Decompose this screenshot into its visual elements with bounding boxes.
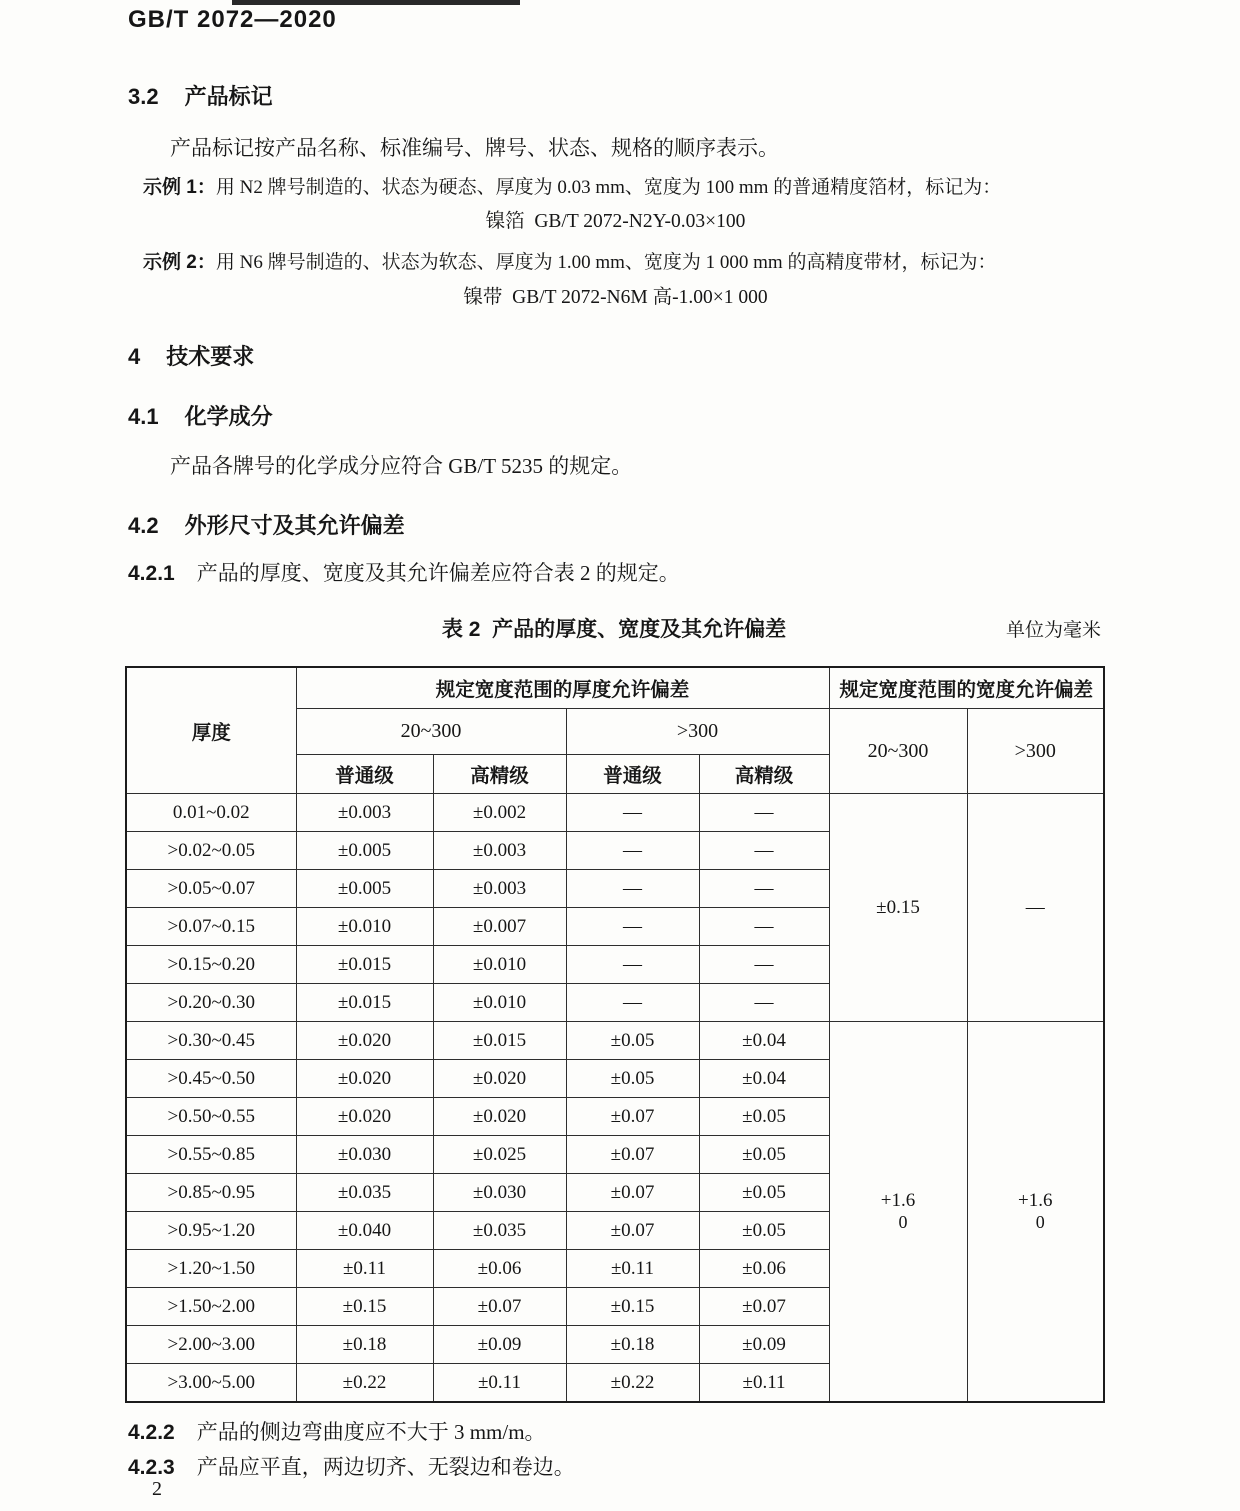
section-number: 4.1 xyxy=(128,404,159,429)
table-cell: >0.07~0.15 xyxy=(126,908,296,946)
example-2-designation: 镍带 GB/T 2072-N6M 高-1.00×1 000 xyxy=(463,287,768,308)
table-cell: ±0.07 xyxy=(433,1288,566,1326)
table-cell: — xyxy=(566,908,699,946)
table-cell: ±0.035 xyxy=(433,1212,566,1250)
table-cell: ±0.030 xyxy=(433,1174,566,1212)
table-cell: ±0.007 xyxy=(433,908,566,946)
section-heading-4 xyxy=(128,340,254,371)
header-thickness: 厚度 xyxy=(126,667,296,794)
clause-4-2-3 xyxy=(128,1451,575,1481)
table-cell: >0.55~0.85 xyxy=(126,1136,296,1174)
table-cell: — xyxy=(699,908,829,946)
table-cell: >1.20~1.50 xyxy=(126,1250,296,1288)
table-cell: ±0.003 xyxy=(296,794,433,832)
table-cell: >0.05~0.07 xyxy=(126,870,296,908)
section-title: 外形尺寸及其允许偏差 xyxy=(184,513,405,538)
example-1-text: 用 N2 牌号制造的、状态为硬态、厚度为 0.03 mm、宽度为 100 mm 的普通精度箔材，标记为： xyxy=(215,177,1002,198)
table-cell: — xyxy=(699,984,829,1022)
section-number: 4 xyxy=(128,344,141,369)
table-cell: ±0.07 xyxy=(566,1098,699,1136)
width-tolerance-cell: — xyxy=(967,794,1104,1022)
header-ordinary-grade: 普通级 xyxy=(566,755,699,794)
table-cell: ±0.11 xyxy=(433,1364,566,1403)
example-2-label: 示例 2： xyxy=(143,252,216,273)
table-cell: — xyxy=(699,794,829,832)
table-cell: ±0.003 xyxy=(433,870,566,908)
section-heading-3-2 xyxy=(128,80,273,111)
table-cell: >0.02~0.05 xyxy=(126,832,296,870)
section-title: 化学成分 xyxy=(184,404,273,429)
table-cell: — xyxy=(699,946,829,984)
table-cell: ±0.05 xyxy=(699,1174,829,1212)
clause-text: 产品的厚度、宽度及其允许偏差应符合表 2 的规定。 xyxy=(196,561,680,585)
table-cell: >3.00~5.00 xyxy=(126,1364,296,1403)
table-cell: ±0.002 xyxy=(433,794,566,832)
table-cell: — xyxy=(566,946,699,984)
table-cell: — xyxy=(566,794,699,832)
table-cell: ±0.040 xyxy=(296,1212,433,1250)
table-cell: ±0.035 xyxy=(296,1174,433,1212)
header-ordinary-grade: 普通级 xyxy=(296,755,433,794)
section-heading-4-1 xyxy=(128,400,273,431)
table-cell: — xyxy=(566,984,699,1022)
width-tolerance-zero: 0 xyxy=(898,1212,908,1233)
table-cell: ±0.07 xyxy=(699,1288,829,1326)
table-cell: — xyxy=(566,832,699,870)
example-2-text: 用 N6 牌号制造的、状态为软态、厚度为 1.00 mm、宽度为 1 000 mm 的高精度带材，标记为： xyxy=(215,252,997,273)
table-cell: ±0.04 xyxy=(699,1060,829,1098)
header-width-range-gt-300: >300 xyxy=(967,709,1104,794)
table-cell: ±0.07 xyxy=(566,1212,699,1250)
table-cell: ±0.003 xyxy=(433,832,566,870)
table-cell: ±0.18 xyxy=(566,1326,699,1364)
table-cell: ±0.005 xyxy=(296,870,433,908)
table-cell: ±0.07 xyxy=(566,1136,699,1174)
table-cell: ±0.030 xyxy=(296,1136,433,1174)
table-cell: ±0.015 xyxy=(296,946,433,984)
table-cell: ±0.05 xyxy=(699,1136,829,1174)
table-cell: ±0.09 xyxy=(699,1326,829,1364)
table-cell: >2.00~3.00 xyxy=(126,1326,296,1364)
table-2-dimensions-tolerances xyxy=(125,666,1105,1403)
table-cell: ±0.06 xyxy=(433,1250,566,1288)
table-cell: ±0.04 xyxy=(699,1022,829,1060)
table-cell: — xyxy=(699,870,829,908)
scan-artifact xyxy=(232,0,520,5)
header-width-range-20-300: 20~300 xyxy=(829,709,967,794)
header-high-grade: 高精级 xyxy=(699,755,829,794)
table-row xyxy=(126,1022,1104,1060)
table-cell: ±0.07 xyxy=(566,1174,699,1212)
table-cell: ±0.05 xyxy=(699,1212,829,1250)
section-number: 4.2 xyxy=(128,513,159,538)
table-cell: >0.95~1.20 xyxy=(126,1212,296,1250)
example-1 xyxy=(143,172,1001,199)
table-cell: ±0.22 xyxy=(566,1364,699,1403)
table-cell: ±0.06 xyxy=(699,1250,829,1288)
example-1-designation: 镍箔 GB/T 2072-N2Y-0.03×100 xyxy=(485,211,746,232)
table-cell: >0.30~0.45 xyxy=(126,1022,296,1060)
table-cell: ±0.05 xyxy=(699,1098,829,1136)
table-cell: ±0.09 xyxy=(433,1326,566,1364)
table-cell: >0.50~0.55 xyxy=(126,1098,296,1136)
table-cell: >1.50~2.00 xyxy=(126,1288,296,1326)
table-cell: ±0.18 xyxy=(296,1326,433,1364)
standard-number: GB/T 2072—2020 xyxy=(128,6,337,33)
table-cell: ±0.11 xyxy=(566,1250,699,1288)
table-cell: ±0.025 xyxy=(433,1136,566,1174)
clause-4-2-1 xyxy=(128,557,680,587)
table-row xyxy=(126,794,1104,832)
table-cell: ±0.010 xyxy=(296,908,433,946)
paragraph-chemical-composition: 产品各牌号的化学成分应符合 GB/T 5235 的规定。 xyxy=(170,454,633,478)
table-cell: ±0.22 xyxy=(296,1364,433,1403)
table-cell: ±0.15 xyxy=(566,1288,699,1326)
header-row-1 xyxy=(126,667,1104,709)
section-title: 产品标记 xyxy=(184,84,273,109)
width-tolerance-cell: ±0.15 xyxy=(829,794,967,1022)
table-cell: ±0.020 xyxy=(433,1098,566,1136)
table-cell: ±0.11 xyxy=(699,1364,829,1403)
example-2 xyxy=(143,247,996,274)
header-width-tolerance-group: 规定宽度范围的宽度允许偏差 xyxy=(829,667,1104,709)
section-heading-4-2 xyxy=(128,509,405,540)
table-cell: ±0.015 xyxy=(433,1022,566,1060)
table-cell: ±0.020 xyxy=(433,1060,566,1098)
clause-text: 产品的侧边弯曲度应不大于 3 mm/m。 xyxy=(196,1420,546,1444)
table-cell: ±0.020 xyxy=(296,1060,433,1098)
table-cell: ±0.11 xyxy=(296,1250,433,1288)
table-caption: 表 2 产品的厚度、宽度及其允许偏差 xyxy=(441,618,787,641)
header-thickness-tolerance-group: 规定宽度范围的厚度允许偏差 xyxy=(296,667,829,709)
table-cell: >0.15~0.20 xyxy=(126,946,296,984)
table-cell: >0.20~0.30 xyxy=(126,984,296,1022)
table-cell: ±0.020 xyxy=(296,1022,433,1060)
table-cell: — xyxy=(699,832,829,870)
table-cell: ±0.010 xyxy=(433,946,566,984)
table-cell: ±0.015 xyxy=(296,984,433,1022)
table-cell: >0.45~0.50 xyxy=(126,1060,296,1098)
clause-4-2-2 xyxy=(128,1416,546,1446)
table-cell: ±0.05 xyxy=(566,1022,699,1060)
table-cell: 0.01~0.02 xyxy=(126,794,296,832)
table-cell: — xyxy=(566,870,699,908)
clause-number: 4.2.3 xyxy=(128,1456,175,1479)
example-1-label: 示例 1： xyxy=(143,177,216,198)
section-number: 3.2 xyxy=(128,84,159,109)
table-cell: ±0.010 xyxy=(433,984,566,1022)
table-cell: ±0.005 xyxy=(296,832,433,870)
table-cell: ±0.05 xyxy=(566,1060,699,1098)
header-high-grade: 高精级 xyxy=(433,755,566,794)
width-tolerance-cell xyxy=(829,1022,967,1403)
table-caption-row xyxy=(125,613,1103,641)
table-cell: ±0.15 xyxy=(296,1288,433,1326)
paragraph-marking-rule: 产品标记按产品名称、标准编号、牌号、状态、规格的顺序表示。 xyxy=(170,136,779,160)
width-tolerance-plus: +1.6 xyxy=(880,1190,916,1212)
table-cell: ±0.020 xyxy=(296,1098,433,1136)
page-number: 2 xyxy=(152,1478,162,1500)
section-title: 技术要求 xyxy=(166,344,255,369)
clause-number: 4.2.1 xyxy=(128,562,175,585)
header-range-20-300: 20~300 xyxy=(296,709,566,755)
header-range-gt-300: >300 xyxy=(566,709,829,755)
width-tolerance-plus: +1.6 xyxy=(1018,1190,1053,1212)
width-tolerance-cell xyxy=(967,1022,1104,1403)
table-cell: >0.85~0.95 xyxy=(126,1174,296,1212)
unit-note: 单位为毫米 xyxy=(1005,620,1101,641)
clause-number: 4.2.2 xyxy=(128,1421,175,1444)
clause-text: 产品应平直，两边切齐、无裂边和卷边。 xyxy=(196,1455,575,1479)
width-tolerance-zero: 0 xyxy=(1035,1212,1045,1233)
